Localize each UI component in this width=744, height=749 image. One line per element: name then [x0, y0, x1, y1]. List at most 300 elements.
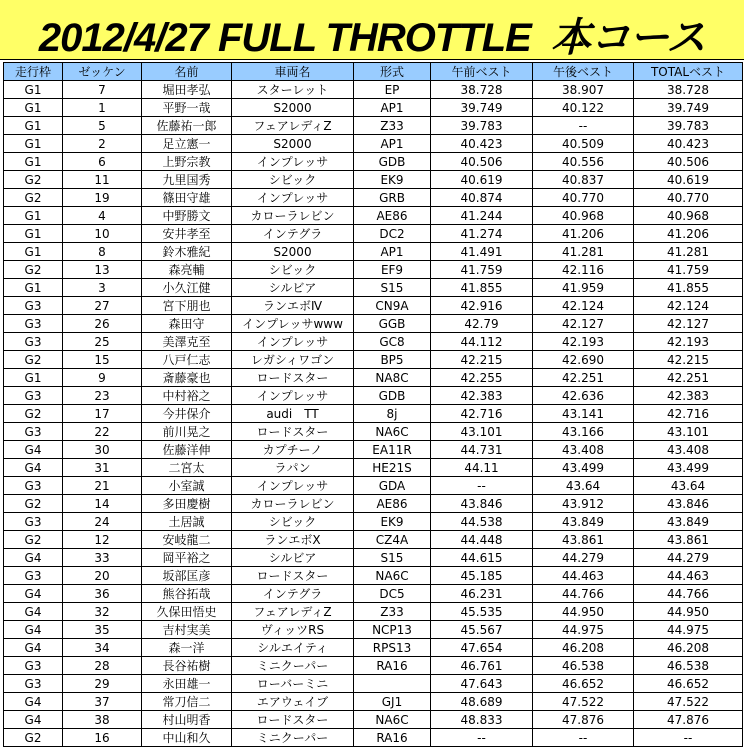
page-title: 2012/4/27 FULL THROTTLE 本コース — [38, 16, 706, 60]
car-cell: エアウェイブ — [232, 693, 354, 711]
header-slot: 走行枠 — [4, 63, 63, 81]
model-cell: AE86 — [354, 495, 431, 513]
table-row — [4, 567, 743, 585]
slot-cell: G4 — [4, 711, 63, 729]
model-cell: DC2 — [354, 225, 431, 243]
am-best-cell: 48.833 — [431, 711, 533, 729]
model-cell: GGB — [354, 315, 431, 333]
pm-best-cell: 40.556 — [533, 153, 634, 171]
pm-best-cell: 41.206 — [533, 225, 634, 243]
model-cell: EP — [354, 81, 431, 99]
car-cell: インテグラ — [232, 225, 354, 243]
total-best-cell: 44.279 — [634, 549, 743, 567]
name-cell: 安岐龍二 — [142, 531, 232, 549]
car-cell: フェアレディZ — [232, 117, 354, 135]
total-best-cell: 41.206 — [634, 225, 743, 243]
model-cell: HE21S — [354, 459, 431, 477]
name-cell: 前川晃之 — [142, 423, 232, 441]
table-row — [4, 585, 743, 603]
name-cell: 中村裕之 — [142, 387, 232, 405]
car-cell: インプレッサwww — [232, 315, 354, 333]
number-cell: 32 — [63, 603, 142, 621]
number-cell: 19 — [63, 189, 142, 207]
slot-cell: G2 — [4, 729, 63, 747]
am-best-cell: 41.759 — [431, 261, 533, 279]
car-cell: シルエイティ — [232, 639, 354, 657]
slot-cell: G3 — [4, 567, 63, 585]
name-cell: 小室誠 — [142, 477, 232, 495]
am-best-cell: 39.783 — [431, 117, 533, 135]
model-cell: EK9 — [354, 171, 431, 189]
pm-best-cell: 40.509 — [533, 135, 634, 153]
model-cell: DC5 — [354, 585, 431, 603]
am-best-cell: 48.689 — [431, 693, 533, 711]
slot-cell: G3 — [4, 675, 63, 693]
title-banner — [0, 0, 744, 60]
slot-cell: G3 — [4, 477, 63, 495]
table-row — [4, 315, 743, 333]
model-cell: GDB — [354, 153, 431, 171]
pm-best-cell: 46.208 — [533, 639, 634, 657]
table-row — [4, 333, 743, 351]
number-cell: 22 — [63, 423, 142, 441]
number-cell: 38 — [63, 711, 142, 729]
car-cell: ランエボⅣ — [232, 297, 354, 315]
slot-cell: G1 — [4, 117, 63, 135]
model-cell — [354, 675, 431, 693]
am-best-cell: 42.79 — [431, 315, 533, 333]
total-best-cell: 40.619 — [634, 171, 743, 189]
number-cell: 6 — [63, 153, 142, 171]
model-cell: EF9 — [354, 261, 431, 279]
pm-best-cell: 43.408 — [533, 441, 634, 459]
model-cell: 8j — [354, 405, 431, 423]
slot-cell: G2 — [4, 405, 63, 423]
pm-best-cell: 41.959 — [533, 279, 634, 297]
slot-cell: G3 — [4, 657, 63, 675]
number-cell: 14 — [63, 495, 142, 513]
header-car: 車両名 — [232, 63, 354, 81]
am-best-cell: 41.244 — [431, 207, 533, 225]
am-best-cell: 44.448 — [431, 531, 533, 549]
pm-best-cell: 44.950 — [533, 603, 634, 621]
table-row — [4, 657, 743, 675]
total-best-cell: 41.855 — [634, 279, 743, 297]
car-cell: S2000 — [232, 243, 354, 261]
table-row — [4, 207, 743, 225]
total-best-cell: 43.499 — [634, 459, 743, 477]
name-cell: 多田慶樹 — [142, 495, 232, 513]
total-best-cell: 44.463 — [634, 567, 743, 585]
car-cell: audi TT — [232, 405, 354, 423]
model-cell: S15 — [354, 549, 431, 567]
number-cell: 24 — [63, 513, 142, 531]
slot-cell: G4 — [4, 549, 63, 567]
pm-best-cell: 42.124 — [533, 297, 634, 315]
total-best-cell: 42.251 — [634, 369, 743, 387]
am-best-cell: 43.846 — [431, 495, 533, 513]
am-best-cell: 43.101 — [431, 423, 533, 441]
model-cell: GDA — [354, 477, 431, 495]
slot-cell: G1 — [4, 369, 63, 387]
number-cell: 7 — [63, 81, 142, 99]
number-cell: 37 — [63, 693, 142, 711]
number-cell: 2 — [63, 135, 142, 153]
car-cell: インプレッサ — [232, 477, 354, 495]
total-best-cell: 44.975 — [634, 621, 743, 639]
total-best-cell: 46.208 — [634, 639, 743, 657]
pm-best-cell: 44.975 — [533, 621, 634, 639]
name-cell: 美澤克至 — [142, 333, 232, 351]
car-cell: ラパン — [232, 459, 354, 477]
pm-best-cell: 47.522 — [533, 693, 634, 711]
name-cell: 上野宗教 — [142, 153, 232, 171]
pm-best-cell: 43.861 — [533, 531, 634, 549]
am-best-cell: 45.567 — [431, 621, 533, 639]
number-cell: 4 — [63, 207, 142, 225]
number-cell: 15 — [63, 351, 142, 369]
number-cell: 23 — [63, 387, 142, 405]
total-best-cell: 40.506 — [634, 153, 743, 171]
car-cell: ミニクーパー — [232, 657, 354, 675]
table-row — [4, 423, 743, 441]
slot-cell: G2 — [4, 261, 63, 279]
table-row — [4, 81, 743, 99]
slot-cell: G2 — [4, 531, 63, 549]
number-cell: 16 — [63, 729, 142, 747]
header-pm-best: 午後ベスト — [533, 63, 634, 81]
slot-cell: G4 — [4, 639, 63, 657]
model-cell: CN9A — [354, 297, 431, 315]
am-best-cell: 45.535 — [431, 603, 533, 621]
number-cell: 13 — [63, 261, 142, 279]
slot-cell: G1 — [4, 135, 63, 153]
slot-cell: G4 — [4, 459, 63, 477]
car-cell: シビック — [232, 513, 354, 531]
am-best-cell: 41.274 — [431, 225, 533, 243]
slot-cell: G3 — [4, 333, 63, 351]
table-row — [4, 261, 743, 279]
number-cell: 10 — [63, 225, 142, 243]
car-cell: インテグラ — [232, 585, 354, 603]
slot-cell: G1 — [4, 153, 63, 171]
name-cell: 今井保介 — [142, 405, 232, 423]
name-cell: 森田守 — [142, 315, 232, 333]
results-table — [3, 62, 743, 747]
model-cell: GJ1 — [354, 693, 431, 711]
am-best-cell: 41.491 — [431, 243, 533, 261]
total-best-cell: 39.749 — [634, 99, 743, 117]
name-cell: 篠田守雄 — [142, 189, 232, 207]
header-name: 名前 — [142, 63, 232, 81]
number-cell: 17 — [63, 405, 142, 423]
total-best-cell: 40.423 — [634, 135, 743, 153]
slot-cell: G3 — [4, 315, 63, 333]
number-cell: 20 — [63, 567, 142, 585]
table-row — [4, 405, 743, 423]
pm-best-cell: 43.849 — [533, 513, 634, 531]
table-row — [4, 279, 743, 297]
slot-cell: G1 — [4, 207, 63, 225]
table-row — [4, 477, 743, 495]
total-best-cell: 39.783 — [634, 117, 743, 135]
name-cell: 安井孝至 — [142, 225, 232, 243]
number-cell: 9 — [63, 369, 142, 387]
name-cell: 斎藤豪也 — [142, 369, 232, 387]
name-cell: 土居誠 — [142, 513, 232, 531]
total-best-cell: 42.716 — [634, 405, 743, 423]
car-cell: シルビア — [232, 549, 354, 567]
table-row — [4, 351, 743, 369]
model-cell: Z33 — [354, 117, 431, 135]
number-cell: 12 — [63, 531, 142, 549]
am-best-cell: 42.255 — [431, 369, 533, 387]
header-am-best: 午前ベスト — [431, 63, 533, 81]
pm-best-cell: 42.251 — [533, 369, 634, 387]
am-best-cell: 42.916 — [431, 297, 533, 315]
am-best-cell: 46.231 — [431, 585, 533, 603]
am-best-cell: 41.855 — [431, 279, 533, 297]
table-row — [4, 243, 743, 261]
pm-best-cell: 42.636 — [533, 387, 634, 405]
car-cell: シルビア — [232, 279, 354, 297]
table-row — [4, 675, 743, 693]
number-cell: 26 — [63, 315, 142, 333]
total-best-cell: 40.968 — [634, 207, 743, 225]
car-cell: インプレッサ — [232, 153, 354, 171]
pm-best-cell: 43.64 — [533, 477, 634, 495]
slot-cell: G3 — [4, 423, 63, 441]
table-row — [4, 711, 743, 729]
number-cell: 36 — [63, 585, 142, 603]
name-cell: 宮下朋也 — [142, 297, 232, 315]
pm-best-cell: 46.652 — [533, 675, 634, 693]
name-cell: 足立憲一 — [142, 135, 232, 153]
car-cell: S2000 — [232, 135, 354, 153]
pm-best-cell: 42.127 — [533, 315, 634, 333]
am-best-cell: 42.716 — [431, 405, 533, 423]
total-best-cell: 41.281 — [634, 243, 743, 261]
name-cell: 岡平裕之 — [142, 549, 232, 567]
name-cell: 長谷祐樹 — [142, 657, 232, 675]
model-cell: S15 — [354, 279, 431, 297]
total-best-cell: 43.64 — [634, 477, 743, 495]
number-cell: 27 — [63, 297, 142, 315]
pm-best-cell: 38.907 — [533, 81, 634, 99]
table-row — [4, 441, 743, 459]
name-cell: 森一洋 — [142, 639, 232, 657]
table-row — [4, 729, 743, 747]
number-cell: 28 — [63, 657, 142, 675]
car-cell: シビック — [232, 171, 354, 189]
slot-cell: G2 — [4, 171, 63, 189]
am-best-cell: 40.874 — [431, 189, 533, 207]
am-best-cell: 44.731 — [431, 441, 533, 459]
model-cell: AP1 — [354, 99, 431, 117]
model-cell: GDB — [354, 387, 431, 405]
model-cell: NCP13 — [354, 621, 431, 639]
table-row — [4, 639, 743, 657]
car-cell: ロードスター — [232, 423, 354, 441]
pm-best-cell: 41.281 — [533, 243, 634, 261]
total-best-cell: 47.522 — [634, 693, 743, 711]
model-cell: NA8C — [354, 369, 431, 387]
total-best-cell: 44.950 — [634, 603, 743, 621]
results-body — [4, 81, 743, 747]
pm-best-cell: -- — [533, 117, 634, 135]
total-best-cell: 41.759 — [634, 261, 743, 279]
car-cell: カプチーノ — [232, 441, 354, 459]
table-row — [4, 225, 743, 243]
am-best-cell: 47.643 — [431, 675, 533, 693]
car-cell: レガシィワゴン — [232, 351, 354, 369]
car-cell: インプレッサ — [232, 189, 354, 207]
model-cell: NA6C — [354, 711, 431, 729]
slot-cell: G2 — [4, 189, 63, 207]
pm-best-cell: 40.837 — [533, 171, 634, 189]
am-best-cell: 39.749 — [431, 99, 533, 117]
am-best-cell: 47.654 — [431, 639, 533, 657]
car-cell: ミニクーパー — [232, 729, 354, 747]
model-cell: RPS13 — [354, 639, 431, 657]
am-best-cell: 45.185 — [431, 567, 533, 585]
table-row — [4, 549, 743, 567]
slot-cell: G1 — [4, 243, 63, 261]
total-best-cell: 42.383 — [634, 387, 743, 405]
car-cell: インプレッサ — [232, 333, 354, 351]
name-cell: 熊谷拓哉 — [142, 585, 232, 603]
pm-best-cell: 40.968 — [533, 207, 634, 225]
model-cell: EA11R — [354, 441, 431, 459]
slot-cell: G4 — [4, 603, 63, 621]
name-cell: 坂部匡彦 — [142, 567, 232, 585]
pm-best-cell: 42.116 — [533, 261, 634, 279]
name-cell: 森亮輔 — [142, 261, 232, 279]
slot-cell: G4 — [4, 693, 63, 711]
header-model: 形式 — [354, 63, 431, 81]
slot-cell: G1 — [4, 81, 63, 99]
total-best-cell: 44.766 — [634, 585, 743, 603]
number-cell: 11 — [63, 171, 142, 189]
table-row — [4, 693, 743, 711]
model-cell: GC8 — [354, 333, 431, 351]
model-cell: GRB — [354, 189, 431, 207]
total-best-cell: 43.101 — [634, 423, 743, 441]
car-cell: ロードスター — [232, 369, 354, 387]
total-best-cell: 46.538 — [634, 657, 743, 675]
total-best-cell: 43.849 — [634, 513, 743, 531]
slot-cell: G4 — [4, 621, 63, 639]
table-row — [4, 117, 743, 135]
total-best-cell: 43.861 — [634, 531, 743, 549]
slot-cell: G1 — [4, 99, 63, 117]
am-best-cell: 44.538 — [431, 513, 533, 531]
pm-best-cell: 43.499 — [533, 459, 634, 477]
table-row — [4, 603, 743, 621]
car-cell: ヴィッツRS — [232, 621, 354, 639]
total-best-cell: 43.846 — [634, 495, 743, 513]
number-cell: 8 — [63, 243, 142, 261]
number-cell: 30 — [63, 441, 142, 459]
pm-best-cell: 42.193 — [533, 333, 634, 351]
car-cell: S2000 — [232, 99, 354, 117]
table-row — [4, 171, 743, 189]
am-best-cell: 40.506 — [431, 153, 533, 171]
table-row — [4, 369, 743, 387]
am-best-cell: 44.615 — [431, 549, 533, 567]
number-cell: 35 — [63, 621, 142, 639]
total-best-cell: 40.770 — [634, 189, 743, 207]
car-cell: ロードスター — [232, 711, 354, 729]
total-best-cell: 42.215 — [634, 351, 743, 369]
name-cell: 平野一哉 — [142, 99, 232, 117]
slot-cell: G2 — [4, 495, 63, 513]
name-cell: 久保田悟史 — [142, 603, 232, 621]
table-row — [4, 153, 743, 171]
name-cell: 九里国秀 — [142, 171, 232, 189]
name-cell: 堀田孝弘 — [142, 81, 232, 99]
total-best-cell: 47.876 — [634, 711, 743, 729]
number-cell: 31 — [63, 459, 142, 477]
pm-best-cell: -- — [533, 729, 634, 747]
name-cell: 村山明香 — [142, 711, 232, 729]
am-best-cell: 42.215 — [431, 351, 533, 369]
table-row — [4, 621, 743, 639]
pm-best-cell: 43.141 — [533, 405, 634, 423]
number-cell: 3 — [63, 279, 142, 297]
table-row — [4, 387, 743, 405]
number-cell: 1 — [63, 99, 142, 117]
am-best-cell: 44.11 — [431, 459, 533, 477]
total-best-cell: 42.124 — [634, 297, 743, 315]
number-cell: 33 — [63, 549, 142, 567]
name-cell: 八戸仁志 — [142, 351, 232, 369]
car-cell: シビック — [232, 261, 354, 279]
slot-cell: G4 — [4, 585, 63, 603]
total-best-cell: 43.408 — [634, 441, 743, 459]
slot-cell: G2 — [4, 351, 63, 369]
header-number: ゼッケン — [63, 63, 142, 81]
model-cell: AP1 — [354, 135, 431, 153]
am-best-cell: 44.112 — [431, 333, 533, 351]
name-cell: 鈴木雅紀 — [142, 243, 232, 261]
table-row — [4, 99, 743, 117]
car-cell: カローラレビン — [232, 495, 354, 513]
model-cell: NA6C — [354, 423, 431, 441]
pm-best-cell: 43.912 — [533, 495, 634, 513]
slot-cell: G4 — [4, 441, 63, 459]
pm-best-cell: 40.122 — [533, 99, 634, 117]
total-best-cell: -- — [634, 729, 743, 747]
number-cell: 21 — [63, 477, 142, 495]
header-total-best: TOTALベスト — [634, 63, 743, 81]
model-cell: RA16 — [354, 729, 431, 747]
number-cell: 25 — [63, 333, 142, 351]
number-cell: 29 — [63, 675, 142, 693]
table-row — [4, 459, 743, 477]
pm-best-cell: 44.463 — [533, 567, 634, 585]
slot-cell: G3 — [4, 387, 63, 405]
am-best-cell: 40.619 — [431, 171, 533, 189]
pm-best-cell: 44.279 — [533, 549, 634, 567]
table-row — [4, 495, 743, 513]
car-cell: インプレッサ — [232, 387, 354, 405]
table-row — [4, 135, 743, 153]
car-cell: スターレット — [232, 81, 354, 99]
table-row — [4, 531, 743, 549]
pm-best-cell: 43.166 — [533, 423, 634, 441]
header-row — [4, 63, 743, 81]
